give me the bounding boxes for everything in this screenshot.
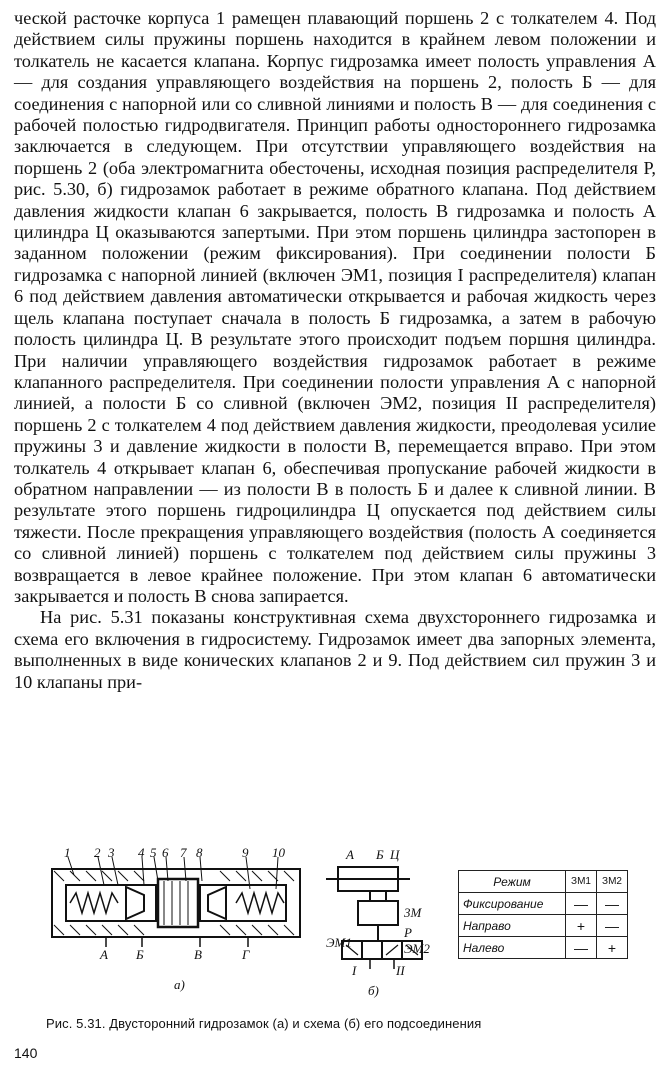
label-1: 1 xyxy=(64,845,71,860)
label-8: 8 xyxy=(196,845,203,860)
label-7: 7 xyxy=(180,845,187,860)
body-text xyxy=(14,8,656,693)
table-header: Режим xyxy=(459,871,566,893)
table-header-row xyxy=(459,871,628,893)
label-2: 2 xyxy=(94,845,101,860)
diagram-a xyxy=(52,857,300,947)
paragraph-1: ческой расточке корпуса 1 рамещен плавающий поршень 2 с толкателем 4. Под действием силы пружины поршень находится в крайнем левом положении и толкатель не касается клапана. Корпус гидрозамка имеет полость управления А — для создания управляющего воздействия на поршень 2, полость Б — для соединения с напорной или со сливной линиями и полость В — для соединения с рабочей полостью гидродвигателя. Принцип работы одностороннего гидрозамка заключается в следующем. При отсутствии управляющего воздействия на поршень 2 (оба электромагнита обесточены, исходная позиция распределителя Р, рис. 5.30, б) гидрозамок работает в режиме обратного клапана. Под действием давления жидкости клапан 6 закрывается, полость В гидрозамка и полость А цилиндра Ц оказываются запертыми. При этом поршень цилиндра застопорен в заданном положении (режим фиксирования). При соединении полости Б гидрозамка с напорной линией (включен ЭМ1, позиция I распределителя) клапан 6 под действием давления автоматически открывается и рабочая жидкость через щель клапана поступает сначала в полость Б гидрозамка, а затем в рабочую полость цилиндра Ц. В результате этого происходит подъем поршня цилиндра. При наличии управляющего воздействия гидрозамок работает в режиме клапанного распределителя. При соединении полости управления А с напорной линией, а полости Б со сливной (включен ЭМ2, позиция II распределителя) поршень 2 с толкателем 4 под действием давления жидкости, преодолевая усилие пружины 3 и давление жидкости в полости В, перемещается вправо. При этом толкатель 4 открывает клапан 6, обеспечивая пропускание рабочей жидкости в обратном направлении — из полости В в полость Б и далее к сливной линии. В результате этого поршень гидроцилиндра Ц опускается под действием силы тяжести. После прекращения управляющего воздействия (полость А соединяется со сливной линией) поршень с толкателем под действием силы пружины 3 возвращается в левое крайнее положение. При этом клапан 6 автоматически закрывается и полость В снова запирается. xyxy=(14,8,656,606)
port-B: Б xyxy=(136,947,144,962)
table-cell: — xyxy=(597,893,628,915)
table-cell: — xyxy=(566,893,597,915)
label-10: 10 xyxy=(272,845,285,860)
label-b-B: Б xyxy=(376,847,384,862)
label-6: 6 xyxy=(162,845,169,860)
table-header: ЗМ1 xyxy=(566,871,597,893)
label-P: Р xyxy=(404,925,412,940)
sublabel-a: а) xyxy=(174,977,185,992)
table-cell: + xyxy=(597,937,628,959)
figure-caption: Рис. 5.31. Двусторонний гидрозамок (а) и схема (б) его подсоединения xyxy=(46,1016,482,1031)
table-cell: Направо xyxy=(459,915,566,937)
table-row xyxy=(459,893,628,915)
table-cell: — xyxy=(566,937,597,959)
diagram-b-labels xyxy=(326,847,430,998)
table-cell: Налево xyxy=(459,937,566,959)
label-9: 9 xyxy=(242,845,249,860)
table-cell: + xyxy=(566,915,597,937)
label-b-A: А xyxy=(346,847,354,862)
port-A: А xyxy=(100,947,108,962)
table-cell: Фиксирование xyxy=(459,893,566,915)
label-3: 3 xyxy=(108,845,115,860)
mode-table xyxy=(458,870,628,959)
diagram-a-labels xyxy=(64,845,286,992)
label-b-C: Ц xyxy=(390,847,400,862)
page-number: 140 xyxy=(14,1045,38,1061)
label-3M: 3М xyxy=(404,905,422,920)
table-header: ЗМ2 xyxy=(597,871,628,893)
label-5: 5 xyxy=(150,845,157,860)
label-4: 4 xyxy=(138,845,145,860)
paragraph-2: На рис. 5.31 показаны конструктивная схема двухстороннего гидрозамка и схема его включения в гидросистему. Гидрозамок имеет два запорных элемента, выполненных в виде конических клапанов 2 и 9. Под действием сил пружин 3 и 10 клапаны при- xyxy=(14,607,656,692)
label-EM1: ЭМ1 xyxy=(326,935,352,950)
label-pos-1: I xyxy=(352,963,357,978)
table-cell: — xyxy=(597,915,628,937)
port-V: В xyxy=(194,947,202,962)
port-G: Г xyxy=(242,947,250,962)
table-row xyxy=(459,937,628,959)
table-row xyxy=(459,915,628,937)
label-EM2: ЭМ2 xyxy=(404,941,430,956)
sublabel-b: б) xyxy=(368,983,379,998)
label-pos-2: II xyxy=(396,963,405,978)
